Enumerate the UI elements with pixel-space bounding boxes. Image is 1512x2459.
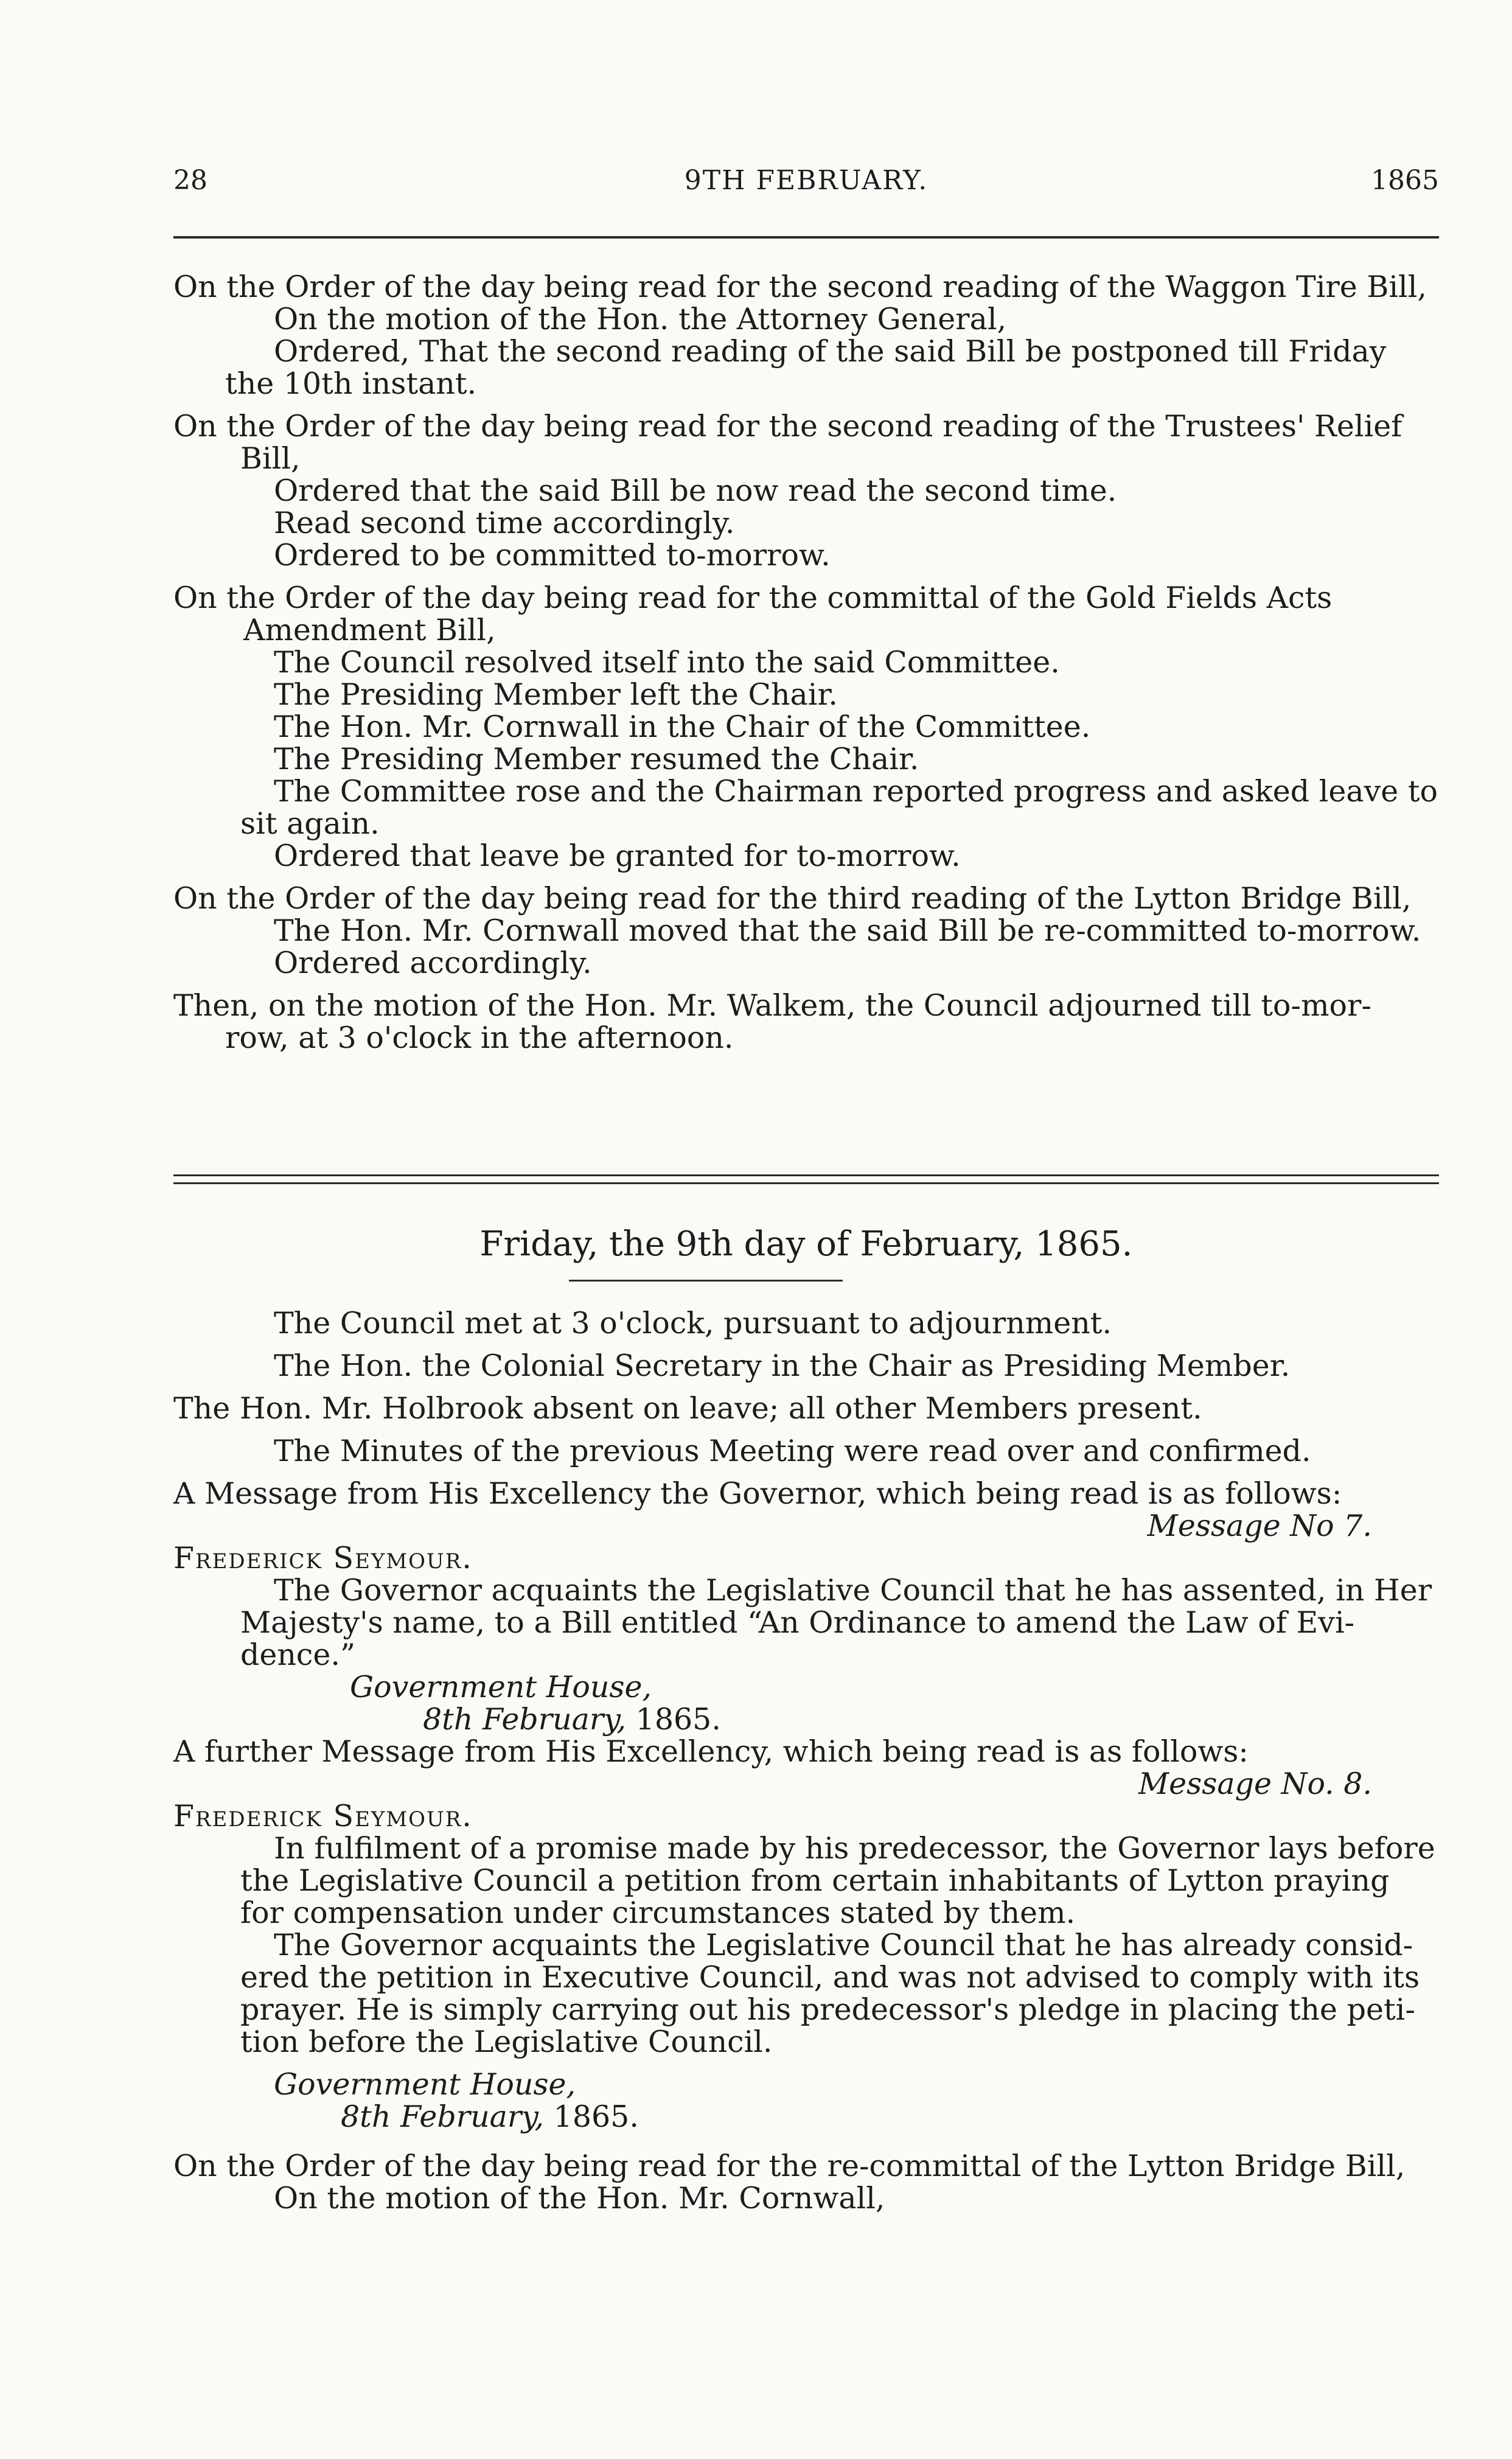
running-header xyxy=(173,159,1439,202)
text-line: prayer. He is simply carrying out his predecessor's pledge in placing the peti- xyxy=(240,1992,1415,2027)
message-8-date xyxy=(173,2101,1439,2133)
text-line: The Governor acquaints the Legislative Council that he has assented, in Her xyxy=(274,1573,1432,1608)
text-line: Ordered that the said Bill be now read the second time. xyxy=(274,473,1117,508)
text-line: The Hon. Mr. Cornwall in the Chair of the Committee. xyxy=(274,710,1091,744)
text-line: tion before the Legislative Council. xyxy=(240,2025,773,2059)
text-line: The Presiding Member left the Chair. xyxy=(274,677,838,712)
text-line: The Presiding Member resumed the Chair. xyxy=(274,742,919,776)
message-8-label: Message No. 8. xyxy=(1138,1767,1372,1801)
section-friday xyxy=(173,1307,1439,2214)
message-8-body xyxy=(173,1832,1439,2058)
header-rule xyxy=(173,236,1439,239)
text-line: The Hon. Mr. Holbrook absent on leave; all other Members present. xyxy=(173,1391,1202,1426)
date-heading: Friday, the 9th day of February, 1865. xyxy=(479,1224,1133,1264)
text-line: A Message from His Excellency the Governor, which being read is as follows: xyxy=(173,1476,1342,1511)
text-line: the Legislative Council a petition from certain inhabitants of Lytton praying xyxy=(240,1863,1390,1898)
text-line: The Committee rose and the Chairman reported progress and asked leave to xyxy=(274,774,1438,809)
text-line: The Council resolved itself into the said Committee. xyxy=(274,645,1060,680)
text-line: In fulfilment of a promise made by his predecessor, the Governor lays before xyxy=(274,1831,1435,1866)
text-line: On the Order of the day being read for the re-committal of the Lytton Bridge Bill, xyxy=(173,2149,1406,2183)
date-heading-underline xyxy=(569,1280,843,1282)
message-7-body xyxy=(173,1574,1439,1671)
closing-order xyxy=(173,2150,1439,2214)
text-line: Then, on the motion of the Hon. Mr. Walkem, the Council adjourned till to-mor- xyxy=(173,988,1372,1023)
text-line: The Hon. the Colonial Secretary in the Chair as Presiding Member. xyxy=(274,1348,1291,1383)
message-8-date-month: 8th February, xyxy=(341,2099,545,2134)
message-7-label: Message No 7. xyxy=(1147,1509,1372,1543)
section-previous-day xyxy=(173,271,1439,1054)
header-title: 9TH FEBRUARY. xyxy=(684,165,928,196)
meeting-intro xyxy=(173,1307,1439,1510)
message-7-date xyxy=(173,1703,1439,1735)
text-line: On the Order of the day being read for the second reading of the Waggon Tire Bill, xyxy=(173,270,1427,304)
message-7-signer: Frederick Seymour. xyxy=(173,1541,473,1575)
text-line: dence.” xyxy=(240,1638,355,1672)
text-line: row, at 3 o'clock in the afternoon. xyxy=(225,1020,734,1055)
section-divider xyxy=(173,1174,1439,1184)
text-line: On the Order of the day being read for the committal of the Gold Fields Acts xyxy=(173,581,1333,615)
text-line: ered the petition in Executive Council, and was not advised to comply with its xyxy=(240,1960,1420,1995)
page-number: 28 xyxy=(173,165,207,196)
message-8-intro: A further Message from His Excellency, which being read is as follows: xyxy=(173,1734,1249,1769)
message-7-place: Government House, xyxy=(350,1670,652,1704)
header-year: 1865 xyxy=(1371,165,1439,196)
text-line: the 10th instant. xyxy=(225,366,477,401)
text-line: for compensation under circumstances stated by them. xyxy=(240,1896,1076,1930)
text-line: The Hon. Mr. Cornwall moved that the said Bill be re-committed to-morrow. xyxy=(274,913,1421,948)
text-line: Ordered that leave be granted for to-morrow. xyxy=(274,839,961,873)
message-8-signer: Frederick Seymour. xyxy=(173,1799,473,1833)
text-line: On the Order of the day being read for the second reading of the Trustees' Relief xyxy=(173,409,1402,444)
text-line: The Minutes of the previous Meeting were read over and confirmed. xyxy=(274,1434,1311,1468)
text-line: On the motion of the Hon. the Attorney General, xyxy=(274,302,1007,337)
text-line: On the Order of the day being read for the third reading of the Lytton Bridge Bill, xyxy=(173,881,1412,916)
text-line: The Governor acquaints the Legislative Council that he has already consid- xyxy=(274,1928,1413,1962)
text-line: sit again. xyxy=(240,806,380,841)
text-line: The Council met at 3 o'clock, pursuant to adjournment. xyxy=(274,1306,1112,1341)
text-line: Ordered, That the second reading of the said Bill be postponed till Friday xyxy=(274,334,1387,369)
text-line: Ordered to be committed to-morrow. xyxy=(274,538,831,573)
message-7-date-month: 8th February, xyxy=(423,1702,627,1737)
message-7-date-year: 1865. xyxy=(626,1702,721,1737)
message-8-date-year: 1865. xyxy=(544,2099,639,2134)
text-line: Amendment Bill, xyxy=(243,613,496,647)
text-line: Ordered accordingly. xyxy=(274,946,592,980)
message-8-place: Government House, xyxy=(274,2067,576,2102)
text-line: Read second time accordingly. xyxy=(274,506,735,540)
text-line: On the motion of the Hon. Mr. Cornwall, xyxy=(274,2181,885,2216)
text-line: Majesty's name, to a Bill entitled “An Ordinance to amend the Law of Evi- xyxy=(240,1605,1355,1640)
text-line: Bill, xyxy=(240,441,301,476)
